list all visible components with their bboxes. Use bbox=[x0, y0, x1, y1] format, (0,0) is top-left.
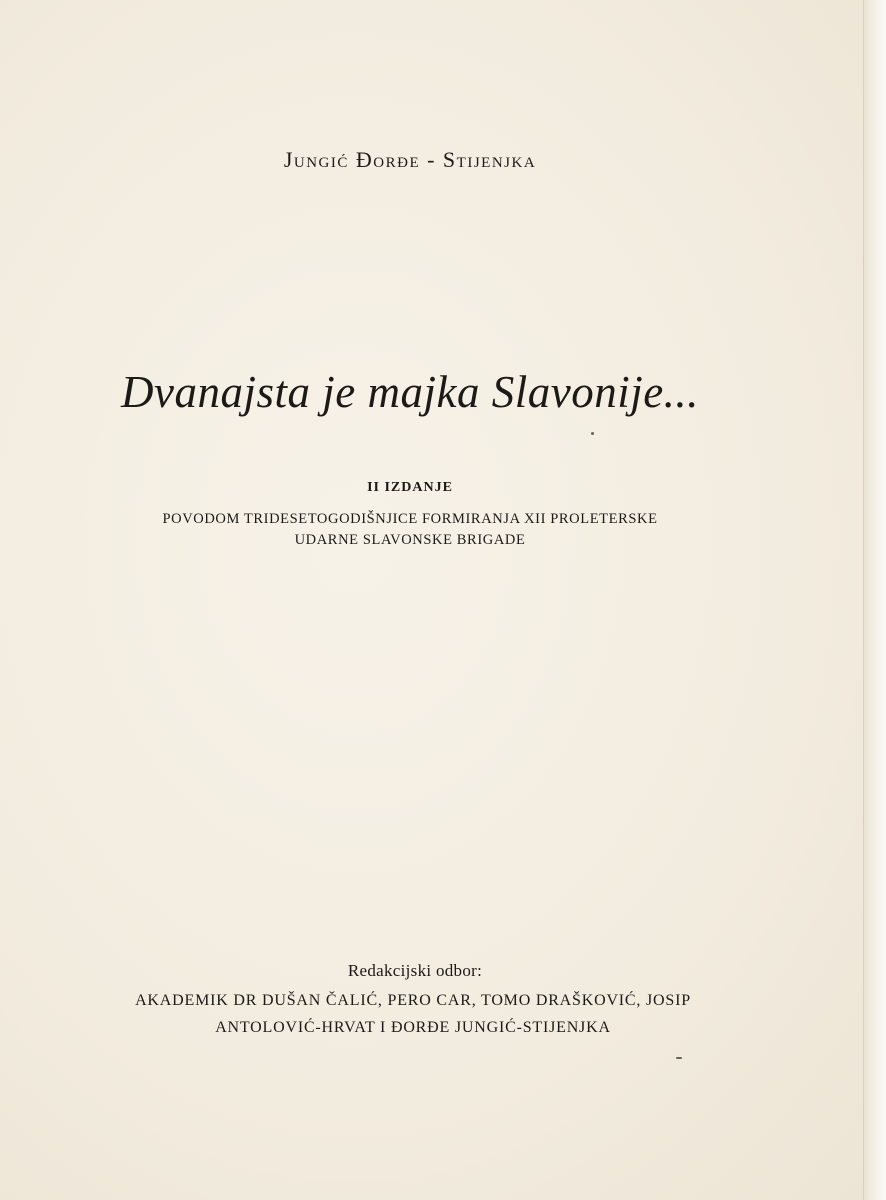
paper-speck bbox=[676, 1057, 682, 1059]
occasion-line-2: UDARNE SLAVONSKE BRIGADE bbox=[294, 532, 526, 548]
editorial-board-label: Redakcijski odbor: bbox=[347, 961, 483, 980]
author-name: Jungić Đorđe - Stijenjka bbox=[283, 147, 537, 172]
occasion-line-1: POVODOM TRIDESETOGODIŠNJICE FORMIRANJA XII PROLETERSKE bbox=[162, 511, 658, 527]
book-title: Dvanajsta je majka Slavonije... bbox=[121, 367, 699, 417]
editorial-board-members bbox=[0, 987, 826, 1041]
page-edge bbox=[863, 0, 886, 1200]
occasion-text bbox=[0, 509, 820, 551]
paper-speck bbox=[591, 432, 594, 435]
editorial-board-line-2: ANTOLOVIĆ-HRVAT I ĐORĐE JUNGIĆ-STIJENJKA bbox=[215, 1019, 611, 1036]
edition-label: II IZDANJE bbox=[367, 480, 453, 495]
editorial-board-line-1: AKADEMIK DR DUŠAN ČALIĆ, PERO CAR, TOMO DRAŠKOVIĆ, JOSIP bbox=[135, 992, 691, 1009]
